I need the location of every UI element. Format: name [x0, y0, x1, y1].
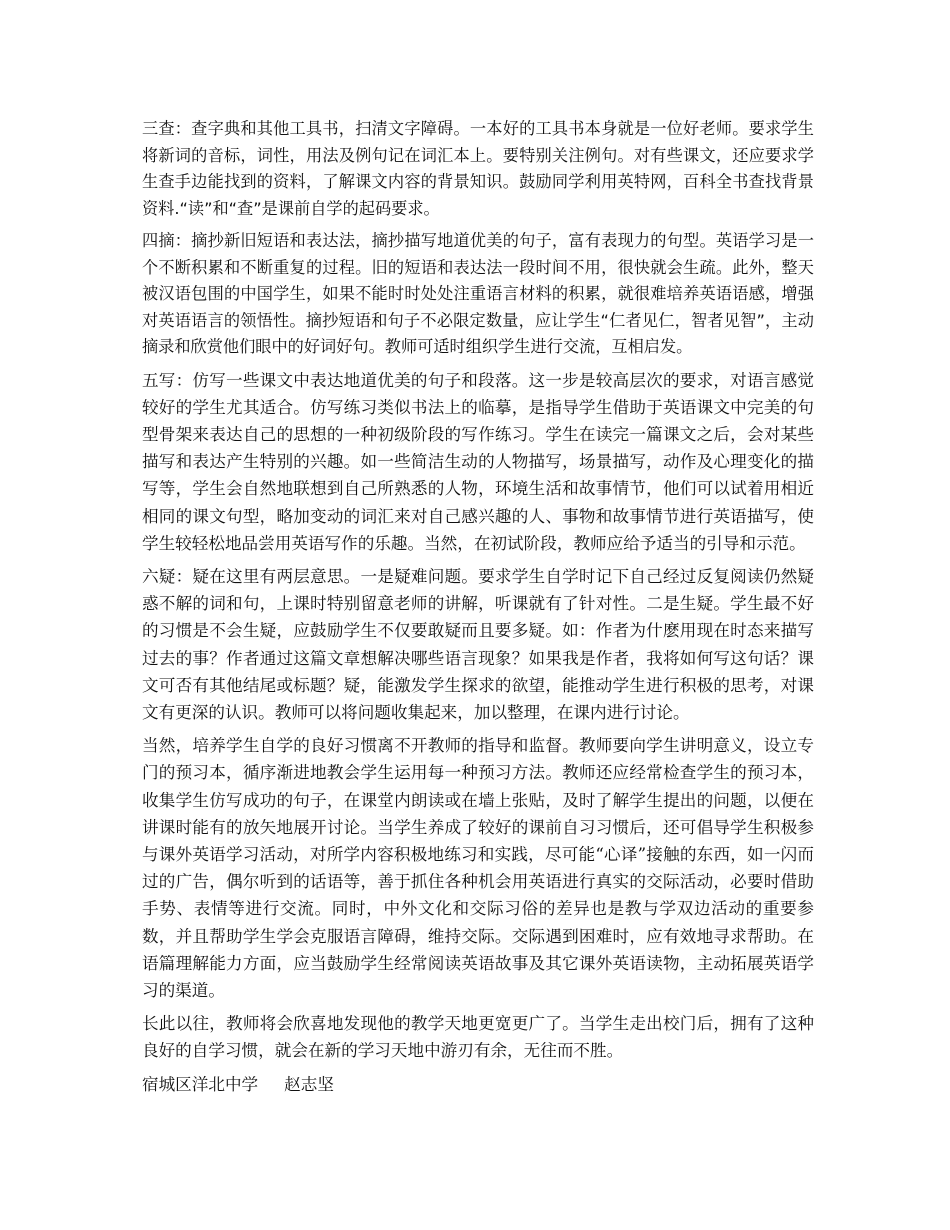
paragraph-si-zhai: 四摘：摘抄新旧短语和表达法，摘抄描写地道优美的句子，富有表现力的句型。英语学习是一个不断积累和不断重复的过程。旧的短语和表达法一段时间不用，很快就会生疏。此外，整天被汉语包围的中国学生，如果不能时时处处注重语言材料的积累，就很难培养英语语感，增强对英语语言的领悟性。摘抄短语和句子不必限定数量，应让学生“仁者见仁，智者见智”，主动摘录和欣赏他们眼中的好词好句。教师可适时组织学生进行交流，互相启发。: [142, 231, 814, 356]
paragraph-chang-ci: 长此以往，教师将会欣喜地发现他的教学天地更宽更广了。当学生走出校门后，拥有了这种良好的自学习惯，就会在新的学习天地中游刃有余，无往而不胜。: [142, 1014, 814, 1061]
school-name: 宿城区洋北中学: [142, 1074, 259, 1094]
document-page: [142, 116, 814, 1098]
paragraph-dang-ran: 当然，培养学生自学的良好习惯离不开教师的指导和监督。教师要向学生讲明意义，设立专门的预习本，循序渐进地教会学生运用每一种预习方法。教师还应经常检查学生的预习本，收集学生仿写成功的句子，在课堂内朗读或在墙上张贴，及时了解学生提出的问题，以便在讲课时能有的放矢地展开讨论。当学生养成了较好的课前自习习惯后，还可倡导学生积极参与课外英语学习活动，对所学内容积极地练习和实践，尽可能“心译”接触的东西，如一闪而过的广告，偶尔听到的话语等，善于抓住各种机会用英语进行真实的交际活动，必要时借助手势、表情等进行交流。同时，中外文化和交际习俗的差异也是教与学双边活动的重要参数，并且帮助学生学会克服语言障碍，维持交际。交际遇到困难时，应有效地寻求帮助。在语篇理解能力方面，应当鼓励学生经常阅读英语故事及其它课外英语读物，主动拓展英语学习的渠道。: [142, 736, 814, 1000]
author-name: 赵志坚: [284, 1074, 334, 1094]
signature-line: [142, 1071, 814, 1098]
paragraph-san-cha: 三查：查字典和其他工具书，扫清文字障碍。一本好的工具书本身就是一位好老师。要求学生将新词的音标，词性，用法及例句记在词汇本上。要特别关注例句。对有些课文，还应要求学生查手边能找到的资料，了解课文内容的背景知识。鼓励同学利用英特网，百科全书查找背景资料.“读”和“查”是课前自学的起码要求。: [142, 119, 814, 218]
paragraph-liu-yi: 六疑：疑在这里有两层意思。一是疑难问题。要求学生自学时记下自己经过反复阅读仍然疑惑不解的词和句，上课时特别留意老师的讲解，听课就有了针对性。二是生疑。学生最不好的习惯是不会生疑，应鼓励学生不仅要敢疑而且要多疑。如：作者为什麽用现在时态来描写过去的事？作者通过这篇文章想解决哪些语言现象？如果我是作者，我将如何写这句话？课文可否有其他结尾或标题？疑，能激发学生探求的欲望，能推动学生进行积极的思考，对课文有更深的认识。教师可以将问题收集起来，加以整理，在课内进行讨论。: [142, 566, 814, 722]
paragraph-wu-xie: 五写：仿写一些课文中表达地道优美的句子和段落。这一步是较高层次的要求，对语言感觉较好的学生尤其适合。仿写练习类似书法上的临摹，是指导学生借助于英语课文中完美的句型骨架来表达自己的思想的一种初级阶段的写作练习。学生在读完一篇课文之后，会对某些描写和表达产生特别的兴趣。如一些简洁生动的人物描写，场景描写，动作及心理变化的描写等，学生会自然地联想到自己所熟悉的人物，环境生活和故事情节，他们可以试着用相近相同的课文句型，略加变动的词汇来对自己感兴趣的人、事物和故事情节进行英语描写，使学生较轻松地品尝用英语写作的乐趣。当然，在初试阶段，教师应给予适当的引导和示范。: [142, 370, 814, 553]
